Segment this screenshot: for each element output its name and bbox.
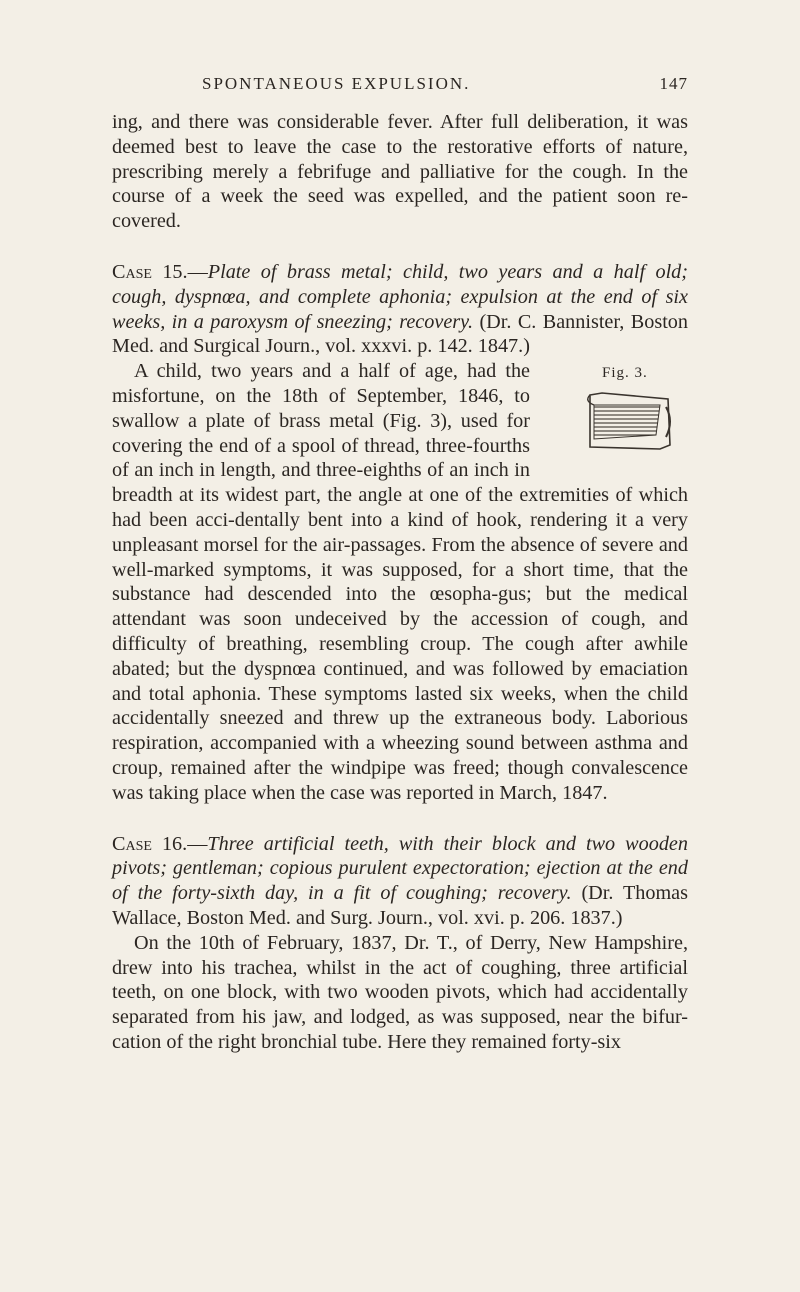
- case-16-title: Three artificial teeth, with their block and two wooden pivots; gentleman; copious purulent expectoration; ejection at the end of the forty-sixth day, in a fit of coughing; recovery.: [112, 832, 688, 905]
- case-16-heading: [112, 832, 688, 931]
- case-16-label: Case 16.: [112, 832, 188, 855]
- case-15-dash: —: [187, 260, 208, 283]
- case-16-dash: —: [187, 832, 208, 855]
- case-15-heading: [112, 260, 688, 359]
- case-15-body-text: A child, two years and a half of age, had the misfortune, on the 18th of September, 1846, to swallow a plate of brass metal (Fig. 3), used for covering the end of a spool of thread, three-fourths of an inch in length, and three-eighths of an inch in breadth at its widest part, the angle at one of the extremities of which had been acci-dentally bent into a kind of hook, rendering it a very unpleasant morsel for the air-passages. From the absence of severe and well-marked symptoms, it was supposed, for a short time, that the substance had descended into the œsopha-gus; but the medical attendant was soon undeceived by the accession of cough, and difficulty of breathing, resembling croup. The cough after awhile abated; but the dyspnœa continued, and was followed by emaciation and total aphonia. These symptoms lasted six weeks, when the child accidentally sneezed and threw up the extraneous body. Laborious respiration, accompanied with a wheezing sound between asthma and croup, remained after the windpipe was freed; though convalescence was taking place when the case was reported in March, 1847.: [112, 360, 688, 804]
- running-title: SPONTANEOUS EXPULSION.: [202, 74, 471, 93]
- case-15-body: [112, 359, 688, 805]
- case-16-body: On the 10th of February, 1837, Dr. T., of Derry, New Hampshire, drew into his trachea, whilst in the act of coughing, three artificial teeth, on one block, with two wooden pivots, which had accidentally separated from his jaw, and lodged, as was supposed, near the bifur-cation of the right bronchial tube. Here they remained forty-six: [112, 931, 688, 1053]
- figure-label: Fig. 3.: [602, 365, 648, 382]
- page-number: 147: [659, 74, 688, 93]
- case-15-title: Plate of brass metal; child, two years and a half old; cough, dyspnœa, and complete aphonia; expulsion at the end of six weeks, in a paroxysm of sneezing; recovery.: [112, 260, 688, 333]
- figure-3: [540, 361, 688, 481]
- case-16-reference: (Dr. Thomas Wallace, Boston Med. and Surg. Journ., vol. xvi. p. 206. 1837.): [112, 882, 688, 929]
- paragraph-continuation: ing, and there was considerable fever. After full deliberation, it was deemed best to leave the case to the restorative efforts of nature, prescribing merely a febrifuge and palliative for the cough. In the course of a week the seed was expelled, and the patient soon re-covered.: [112, 111, 688, 233]
- case-15-label: Case 15.: [112, 260, 188, 283]
- brass-plate-illustration: [580, 389, 678, 451]
- running-header: [112, 74, 688, 98]
- case-15-reference: (Dr. C. Bannister, Boston Med. and Surgical Journ., vol. xxxvi. p. 142. 1847.): [112, 310, 688, 358]
- body-text: [112, 110, 688, 1055]
